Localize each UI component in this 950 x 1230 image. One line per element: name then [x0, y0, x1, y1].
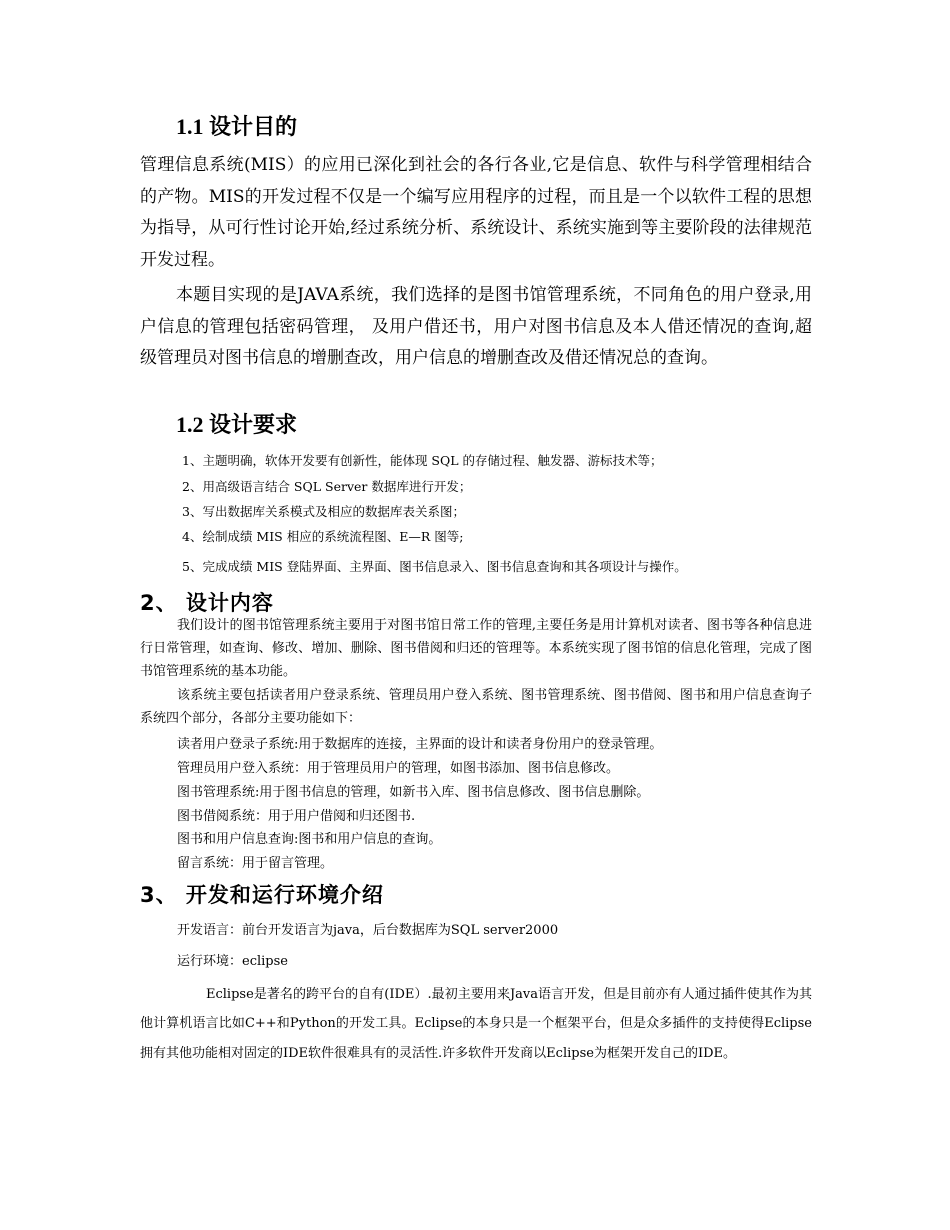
section-2-paragraph-2: 该系统主要包括读者用户登录系统、管理员用户登入系统、图书管理系统、图书借阅、图书和用户信息查询子系统四个部分，各部分主要功能如下：: [140, 688, 812, 726]
section-2-paragraph-1: 我们设计的图书馆管理系统主要用于对图书馆日常工作的管理,主要任务是用计算机对读者、图书等各种信息进行日常管理，如查询、修改、增加、删除、图书借阅和归还的管理等。本系统实现了图书馆的信息化管理，完成了图书馆管理系统的基本功能。: [140, 618, 812, 679]
requirement-item: 2、用高级语言结合 SQL Server 数据库进行开发；: [182, 479, 472, 494]
subsystem-item: 管理员用户登入系统：用于管理员用户的管理，如图书添加、图书信息修改。: [177, 761, 620, 776]
section-1-1-paragraph-1: 管理信息系统(MIS）的应用已深化到社会的各行各业,它是信息、软件与科学管理相结合的产物。MIS的开发过程不仅是一个编写应用程序的过程，而且是一个以软件工程的思想为指导，从可行性讨论开始,经过系统分析、系统设计、系统实施到等主要阶段的法律规范开发过程。: [140, 155, 812, 270]
section-1-1-heading: 1.1 设计目的: [176, 114, 298, 139]
requirement-item: 3、写出数据库关系模式及相应的数据库表关系图；: [182, 504, 465, 519]
subsystem-item: 读者用户登录子系统:用于数据库的连接，主界面的设计和读者身份用户的登录管理。: [177, 737, 663, 752]
subsystem-item: 图书借阅系统：用于用户借阅和归还图书.: [177, 809, 416, 824]
dev-language-line: 开发语言：前台开发语言为java，后台数据库为SQL server2000: [177, 923, 559, 938]
subsystem-item: 图书管理系统:用于图书信息的管理，如新书入库、图书信息修改、图书信息删除。: [177, 785, 650, 800]
requirement-item: 5、完成成绩 MIS 登陆界面、主界面、图书信息录入、图书信息查询和其各项设计与操作。: [182, 559, 687, 574]
requirement-item: 4、绘制成绩 MIS 相应的系统流程图、E—R 图等;: [182, 529, 464, 544]
subsystem-item: 图书和用户信息查询:图书和用户信息的查询。: [177, 832, 442, 847]
runtime-environment-line: 运行环境：eclipse: [177, 954, 288, 969]
subsystem-item: 留言系统：用于留言管理。: [177, 856, 334, 871]
section-1-2-heading: 1.2 设计要求: [176, 412, 298, 437]
section-3-heading: 3、 开发和运行环境介绍: [140, 883, 384, 907]
requirement-item: 1、主题明确，软体开发要有创新性，能体现 SQL 的存储过程、触发器、游标技术等；: [182, 453, 663, 468]
section-1-1-paragraph-2: 本题目实现的是JAVA系统，我们选择的是图书馆管理系统，不同角色的用户登录,用户信息的管理包括密码管理， 及用户借还书，用户对图书信息及本人借还情况的查询,超级管理员对图书信息的增删查改，用户信息的增删查改及借还情况总的查询。: [140, 285, 812, 368]
section-2-heading: 2、 设计内容: [140, 591, 274, 615]
eclipse-paragraph: Eclipse是著名的跨平台的自有(IDE）.最初主要用来Java语言开发，但是目前亦有人通过插件使其作为其他计算机语言比如C++和Python的开发工具。Eclipse的本身只是一个框架平台，但是众多插件的支持使得Eclipse拥有其他功能相对固定的IDE软件很难具有的灵活性.许多软件开发商以Eclipse为框架开发自己的IDE。: [140, 987, 812, 1061]
